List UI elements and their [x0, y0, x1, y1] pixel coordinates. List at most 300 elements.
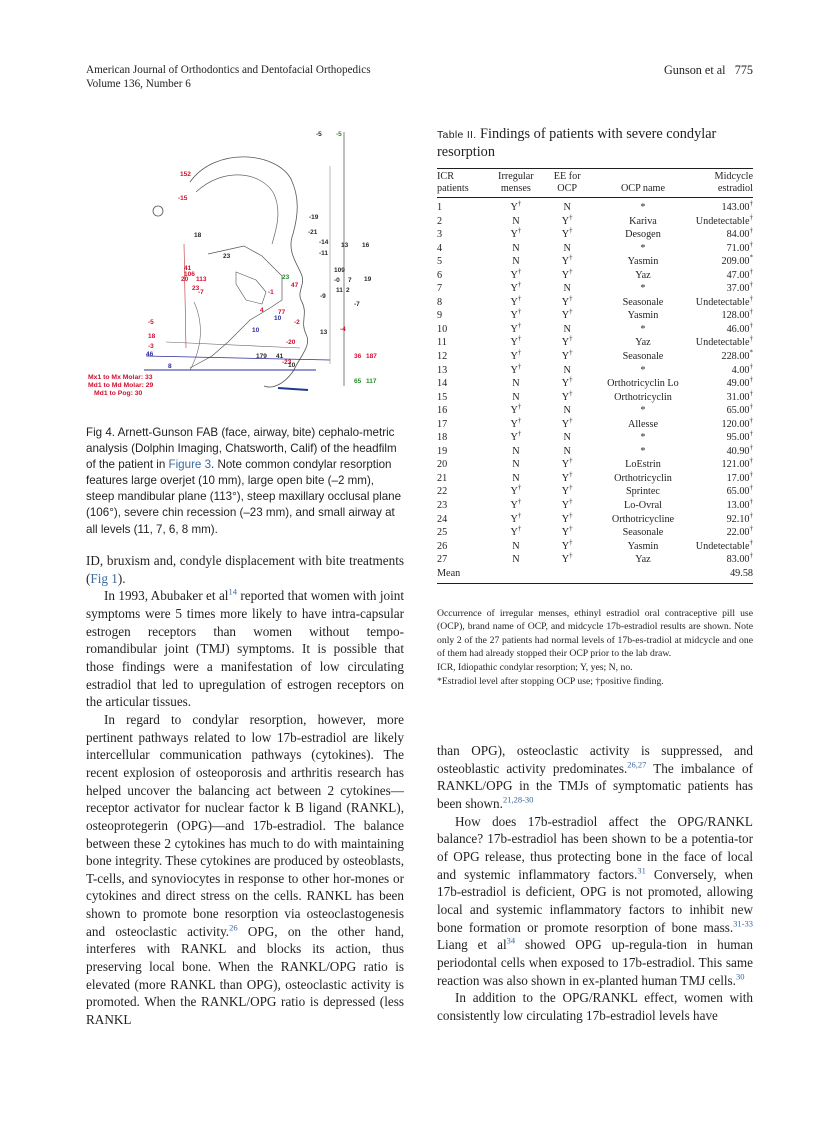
teeth-outline	[236, 272, 266, 304]
measure-label: 23	[192, 285, 200, 292]
mean-label: Mean	[437, 567, 696, 584]
cell-patient: 27	[437, 554, 448, 566]
table-row	[437, 472, 753, 486]
footnote-marker: †	[517, 484, 522, 493]
cell-ee-ocp: N	[563, 405, 571, 417]
footnote-marker: †	[569, 267, 573, 276]
cell-estradiol: Undetectable†	[695, 538, 753, 552]
cell-ocp-name: Yasmin	[627, 256, 659, 268]
footnote-marker: †	[517, 335, 522, 344]
cell-irregular-menses: Y†	[510, 497, 522, 512]
footnote-marker: †	[517, 497, 522, 506]
measure-label: -19	[309, 214, 319, 221]
ramus-outline	[190, 302, 200, 370]
airway-marker	[278, 388, 308, 390]
measure-label: 41	[276, 353, 284, 360]
table-row	[437, 242, 753, 256]
footnote-marker: †	[517, 321, 522, 330]
table-mean-row	[437, 567, 753, 584]
col-header-irregular-menses: Irregular menses	[488, 169, 544, 198]
footnote-marker: †	[517, 524, 522, 533]
cell-estradiol: 128.00†	[721, 307, 753, 322]
cell-irregular-menses: Y†	[510, 199, 522, 213]
cell-estradiol: 22.00†	[726, 524, 753, 539]
footnote-marker: †	[517, 429, 522, 438]
caption-text: Arnett-Gunson FAB (face, airway, bite) cephalo-metric analysis (Dolphin Imaging, Chatsworth, Calif) of the headfilm of the patient in	[86, 426, 397, 472]
measure-label: 36	[354, 353, 362, 360]
footnote-marker: †	[517, 294, 522, 303]
footnote-marker: †	[569, 389, 573, 398]
running-header-page	[650, 64, 753, 78]
cell-ee-ocp: Y†	[561, 335, 573, 349]
measure-label: -7	[354, 301, 360, 308]
cell-estradiol: 17.00†	[726, 470, 753, 484]
cell-ee-ocp: N	[563, 202, 571, 213]
text-run: ).	[117, 570, 126, 586]
measure-label: -9	[320, 293, 326, 300]
table-row	[437, 485, 753, 499]
paragraph	[437, 742, 753, 813]
measure-label-green: 117	[366, 378, 377, 385]
footnote-marker: †	[569, 375, 573, 384]
footnote-marker: †	[749, 389, 753, 398]
cell-ocp-name: Orthotricyclin Lo	[607, 378, 679, 390]
cell-ee-ocp: Y†	[561, 267, 573, 281]
cephalometric-tracing	[86, 124, 404, 420]
footnote-marker: †	[517, 267, 522, 276]
cell-estradiol: 121.00†	[721, 457, 753, 471]
reference-link[interactable]: 34	[506, 935, 516, 946]
reference-link[interactable]: 26	[229, 922, 238, 933]
reference-link[interactable]: 31-33	[733, 918, 753, 929]
cell-irregular-menses: N	[512, 391, 520, 403]
fig-1-link[interactable]: Fig 1	[90, 570, 118, 586]
text-run: reported that women with joint symptoms were 5 times more likely to have intra-capsular estrogen receptors than women without tempo-romandibular joint (TMJ) symptoms. It is possible that those findings were a manifestation of low circulating estradiol that led to upregulation of estrogen receptors on the articular tissues.	[86, 588, 404, 710]
col-header-icr: ICR patients	[437, 169, 488, 198]
cell-estradiol: 47.00†	[726, 267, 753, 281]
cell-ocp-name: Yasmin	[627, 540, 659, 552]
cell-estradiol: 83.00†	[726, 551, 753, 566]
cell-irregular-menses: Y†	[510, 335, 522, 349]
cell-irregular-menses: N	[512, 554, 520, 566]
cell-ocp-name: Yaz	[635, 337, 651, 349]
text-run: showed OPG up-regula-tion in human periodontal cells when exposed to 17b-estradiol. This same reaction was also shown in ex-planted human TMJ cells.	[437, 937, 753, 988]
cell-estradiol: 4.00†	[731, 362, 753, 376]
cell-estradiol: Undetectable†	[695, 294, 753, 308]
measure-label: -7	[198, 289, 204, 296]
orbit-outline	[196, 175, 278, 244]
measure-label-green: 65	[354, 378, 362, 385]
measure-label: -15	[178, 195, 188, 202]
table-row	[437, 526, 753, 540]
cephalometric-figure	[86, 124, 404, 420]
cell-patient: 10	[437, 323, 448, 335]
footnote-marker: †	[517, 307, 522, 316]
cell-patient: 3	[437, 229, 443, 241]
footnote-marker: †	[569, 484, 573, 493]
cell-patient: 5	[437, 256, 443, 268]
cell-ee-ocp: Y†	[561, 213, 573, 227]
footnote-marker: †	[517, 348, 522, 357]
cell-ocp-name: *	[640, 405, 646, 417]
measure-label: 152	[180, 171, 191, 178]
cell-irregular-menses: Y†	[510, 307, 522, 322]
footnote-marker: †	[749, 280, 753, 289]
footnote-marker: †	[749, 457, 753, 465]
cell-patient: 1	[437, 202, 443, 213]
cell-estradiol: Undetectable†	[695, 335, 753, 349]
cell-estradiol: Undetectable†	[695, 213, 753, 227]
footnote-marker: †	[749, 497, 753, 506]
left-column-text	[86, 552, 404, 1029]
cell-ee-ocp: Y†	[561, 389, 573, 403]
table-row	[437, 391, 753, 405]
cell-patient: 13	[437, 364, 448, 376]
table-row	[437, 499, 753, 513]
figure-legend-line: Md1 to Md Molar: 29	[88, 382, 154, 389]
cell-patient: 9	[437, 310, 443, 322]
measure-label: 2	[346, 287, 350, 294]
cell-patient: 25	[437, 527, 448, 539]
cell-estradiol: 65.00†	[726, 484, 753, 498]
footnote-marker: †	[749, 402, 753, 411]
footnote-marker: †	[749, 470, 753, 479]
measure-label: 187	[366, 353, 377, 360]
cell-irregular-menses: Y†	[510, 348, 522, 363]
footnote-marker: *	[749, 348, 753, 357]
soft-tissue-profile	[190, 157, 308, 387]
footnote-marker: †	[749, 321, 753, 330]
table-footnotes	[437, 607, 753, 690]
footnote-marker: †	[569, 335, 573, 344]
text-run: In addition to the OPG/RANKL effect, women with consistently low circulating 17b-estradiol levels have	[437, 990, 753, 1023]
table-row	[437, 336, 753, 350]
table-row	[437, 404, 753, 418]
measure-label: -20	[286, 339, 296, 346]
cell-ee-ocp: Y†	[561, 416, 573, 430]
footnote-marker: †	[749, 307, 753, 316]
cell-estradiol: 37.00†	[726, 280, 753, 295]
cell-patient: 16	[437, 405, 448, 417]
measure-label-blue: 8	[168, 363, 172, 370]
footnote-marker: †	[569, 307, 573, 316]
table-row	[437, 228, 753, 242]
measure-label-green: 23	[282, 274, 290, 281]
footnote-marker: †	[749, 511, 753, 520]
table-row	[437, 350, 753, 364]
measure-label: -21	[308, 229, 318, 236]
measure-label: 77	[278, 309, 286, 316]
cell-ocp-name: *	[640, 283, 646, 295]
footnote-marker: †	[749, 524, 753, 533]
cell-irregular-menses: Y†	[510, 524, 522, 539]
table-header-row	[437, 169, 753, 198]
table-row	[437, 377, 753, 391]
cell-patient: 4	[437, 242, 443, 254]
cell-ocp-name: *	[640, 432, 646, 444]
table-row	[437, 431, 753, 445]
cell-ee-ocp: Y†	[561, 253, 573, 268]
cell-estradiol: 71.00†	[726, 240, 753, 254]
table-footnote: ICR, Idiopathic condylar resorption; Y, yes; N, no.	[437, 662, 633, 674]
cell-patient: 6	[437, 269, 443, 281]
table-row	[437, 198, 753, 215]
cell-estradiol: 95.00†	[726, 429, 753, 444]
measure-label: 4	[260, 307, 264, 314]
paragraph	[437, 989, 753, 1024]
footnote-marker: †	[749, 267, 753, 276]
reference-link[interactable]: 14	[228, 586, 237, 597]
cell-estradiol: 84.00†	[726, 226, 753, 241]
footnote-marker: †	[569, 511, 573, 520]
cell-irregular-menses: N	[512, 445, 520, 457]
paragraph	[86, 587, 404, 711]
cell-irregular-menses: Y†	[510, 484, 522, 498]
measure-label-blue: 10	[274, 315, 282, 322]
measure-label: 41	[184, 265, 192, 272]
ear-rod-circle	[153, 206, 163, 216]
text-run: In regard to condylar resorption, however, more pertinent pathways related to low 17b-estradiol are likely intercellular communication pathways (cytokines). The recent explosion of osteoporosis and arthritis research has helped uncover the balancing act between 2 cytokines—receptor activator for nuclear factor k B ligand (RANKL), osteoprotegerin (OPG)—and 17b-estradiol. The balance between these 2 cytokines has much to do with maintaining bone integrity. These cytokines are produced by osteoblasts, T-cells, and synoviocytes in response to other hor-mones or cytokines and direct stress on the cells. RANKL has been shown to promote bone resorption via osteoclastogenesis and osteoclastic activity.	[86, 711, 404, 939]
footnote-marker: †	[569, 253, 573, 262]
footnote-marker: †	[749, 226, 753, 235]
cell-ocp-name: *	[640, 242, 646, 254]
cell-irregular-menses: Y†	[510, 429, 522, 444]
cell-ee-ocp: Y†	[561, 307, 573, 322]
cell-patient: 18	[437, 432, 448, 444]
cell-ocp-name: Allesse	[627, 418, 658, 430]
cell-ocp-name: LoEstrin	[625, 459, 661, 471]
cell-estradiol: 31.00†	[726, 389, 753, 403]
footnote-marker: †	[569, 457, 573, 465]
cell-ee-ocp: N	[563, 432, 571, 444]
cell-ocp-name: Orthotricyclin	[614, 391, 672, 403]
measure-label: -23	[282, 359, 292, 366]
footnote-marker: †	[749, 335, 753, 344]
cell-patient: 21	[437, 472, 448, 484]
reference-link[interactable]: 30	[735, 971, 745, 982]
measure-label: 18	[148, 333, 156, 340]
measure-label-blue: 10	[252, 327, 260, 334]
measure-label: -14	[319, 239, 329, 246]
table-row	[437, 296, 753, 310]
cell-patient: 19	[437, 445, 448, 457]
measure-label: 10	[288, 362, 296, 369]
cell-ee-ocp: Y†	[561, 538, 573, 552]
footnote-marker: †	[749, 362, 753, 371]
measure-label: -5	[148, 319, 154, 326]
table-footnote: *Estradiol level after stopping OCP use; †positive finding.	[437, 676, 664, 688]
text-run: Liang et al	[437, 937, 507, 953]
cell-estradiol: 120.00†	[721, 416, 753, 430]
cell-patient: 26	[437, 540, 448, 552]
footnote-marker: †	[569, 470, 573, 479]
footnote-marker: †	[569, 348, 573, 357]
cell-irregular-menses: N	[512, 242, 520, 254]
table-row	[437, 540, 753, 554]
cell-estradiol: 92.10†	[726, 511, 753, 525]
cell-estradiol: 209.00*	[721, 253, 753, 268]
cell-ee-ocp: N	[563, 242, 571, 254]
cell-ocp-name: Yasmin	[627, 310, 659, 322]
cell-ocp-name: Sprintec	[625, 486, 660, 498]
measure-label: 109	[334, 267, 345, 274]
cell-patient: 24	[437, 513, 448, 525]
cell-patient: 7	[437, 283, 443, 295]
table-row	[437, 269, 753, 283]
caption-text-end: . Note common condylar resorption features large overjet (10 mm), large open bite (–2 mm), steep mandibular plane (113°), steep maxillary occlusal plane (106°), severe chin recession (–23 mm), and small airway at all levels (11, 7, 6, 8 mm).	[86, 458, 402, 536]
figure-3-link[interactable]: Figure 3	[168, 458, 212, 472]
findings-table	[437, 168, 753, 584]
cell-ee-ocp: N	[563, 445, 571, 457]
cell-irregular-menses: Y†	[510, 511, 522, 525]
running-head-authors: Gunson et al	[663, 63, 726, 77]
footnote-marker: †	[569, 551, 573, 560]
measure-label-green: -5	[336, 131, 342, 138]
journal-volume: Volume 136, Number 6	[86, 77, 191, 90]
footnote-marker: †	[749, 416, 753, 425]
cell-ee-ocp: Y†	[561, 375, 573, 390]
footnote-marker: †	[749, 443, 753, 452]
paragraph	[86, 711, 404, 1029]
mean-value: 49.58	[696, 567, 753, 584]
text-run: than OPG), osteoclastic activity is suppressed, and osteoblastic activity predominates.	[437, 743, 753, 776]
table-row	[437, 458, 753, 472]
horizontal-reference-line	[146, 356, 330, 360]
cell-ee-ocp: N	[563, 283, 571, 295]
cell-ocp-name: Lo-Ovral	[624, 500, 662, 512]
footnote-marker: †	[517, 280, 522, 289]
footnote-marker: †	[749, 538, 753, 547]
measure-label: 179	[256, 353, 267, 360]
cell-ocp-name: Seasonale	[622, 351, 664, 363]
table-row	[437, 445, 753, 459]
reference-link[interactable]: 26,27	[627, 759, 647, 770]
measure-label: 18	[194, 232, 202, 239]
footnote-marker: †	[569, 294, 573, 303]
measure-label: 47	[291, 282, 299, 289]
footnote-marker: †	[749, 375, 753, 384]
cell-ee-ocp: Y†	[561, 294, 573, 308]
footnote-marker: *	[749, 253, 753, 262]
cell-ocp-name: Yaz	[635, 554, 651, 566]
cell-irregular-menses: N	[512, 540, 520, 552]
cell-irregular-menses: N	[512, 472, 520, 484]
cell-patient: 17	[437, 418, 448, 430]
cell-irregular-menses: N	[512, 459, 520, 471]
table-row	[437, 215, 753, 229]
text-run: OPG, on the other hand, interferes with RANKL and blocks its action, thus preserving local bone. When the RANKL/OPG ratio is elevated (more RANKL than OPG), osteoclastic activity is promoted. When the RANKL/OPG ratio is depressed (less RANKL	[86, 923, 404, 1028]
measure-label: -0	[334, 277, 340, 284]
cell-patient: 8	[437, 296, 443, 308]
measure-label: 19	[364, 276, 372, 283]
measure-label: 16	[362, 242, 370, 249]
cell-irregular-menses: N	[512, 215, 520, 227]
cell-ee-ocp: Y†	[561, 497, 573, 512]
cell-ee-ocp: Y†	[561, 457, 573, 471]
measure-label: -5	[316, 131, 322, 138]
footnote-marker: †	[517, 362, 522, 371]
measure-label: 11	[336, 287, 343, 294]
measure-label: 13	[341, 242, 349, 249]
cell-estradiol: 49.00†	[726, 375, 753, 390]
table-row	[437, 418, 753, 432]
cell-ee-ocp: N	[563, 323, 571, 335]
table-row	[437, 323, 753, 337]
cell-patient: 11	[437, 337, 447, 349]
figure-legend-line: Md1 to Pog: 30	[94, 390, 143, 397]
reference-link[interactable]: 21,28-30	[502, 794, 534, 805]
table-row	[437, 553, 753, 567]
cell-ee-ocp: Y†	[561, 348, 573, 363]
table-label: Table II.	[437, 129, 477, 141]
footnote-marker: †	[569, 213, 573, 222]
cell-ee-ocp: Y†	[561, 551, 573, 566]
running-header-journal	[86, 64, 371, 91]
cell-irregular-menses: Y†	[510, 321, 522, 335]
cell-estradiol: 13.00†	[726, 497, 753, 512]
vertical-measure-line	[184, 244, 186, 348]
table-title	[437, 126, 753, 160]
cell-irregular-menses: Y†	[510, 416, 522, 430]
footnote-marker: †	[569, 538, 573, 547]
cell-irregular-menses: Y†	[510, 226, 522, 241]
measure-label: -2	[294, 319, 300, 326]
cell-irregular-menses: Y†	[510, 267, 522, 281]
maxilla-mandible-outline	[190, 246, 282, 368]
cell-estradiol: 143.00†	[721, 199, 753, 213]
cell-ee-ocp: N	[563, 364, 571, 376]
footnote-marker: †	[749, 240, 753, 249]
cell-patient: 12	[437, 351, 448, 363]
cell-ocp-name: *	[640, 445, 646, 457]
paragraph	[86, 552, 404, 587]
cell-ee-ocp: Y†	[561, 226, 573, 241]
footnote-marker: †	[517, 416, 522, 425]
footnote-marker: †	[749, 429, 753, 438]
measure-label: -1	[268, 289, 274, 296]
footnote-marker: †	[749, 294, 753, 303]
col-header-estradiol: Midcycle estradiol	[696, 169, 753, 198]
cell-ee-ocp: Y†	[561, 511, 573, 525]
cell-ocp-name: Yaz	[635, 269, 651, 281]
footnote-marker: †	[569, 416, 573, 425]
table-title-text: Findings of patients with severe condylar resorption	[437, 126, 717, 160]
cell-ee-ocp: Y†	[561, 470, 573, 484]
footnote-marker: †	[517, 199, 522, 208]
text-run: In 1993, Abubaker et al	[104, 588, 229, 604]
cell-irregular-menses: Y†	[510, 362, 522, 376]
cell-ee-ocp: Y†	[561, 484, 573, 498]
cell-irregular-menses: Y†	[510, 294, 522, 308]
measure-label: -3	[148, 343, 154, 350]
footnote-marker: †	[749, 484, 753, 493]
cell-irregular-menses: Y†	[510, 280, 522, 295]
table-footnote: Occurrence of irregular menses, ethinyl estradiol oral contraceptive pill use (OCP), brand name of OCP, and midcycle 17b-estradiol results are shown. Note only 2 of the 27 patients had normal levels of 17b-es-tradiol at midcycle and one of them had already stopped their OCP prior to the lab draw.	[437, 608, 753, 659]
figure-legend-line: Mx1 to Mx Molar: 33	[88, 374, 153, 381]
cell-estradiol: 228.00*	[721, 348, 753, 363]
footnote-marker: †	[569, 524, 573, 533]
cell-irregular-menses: Y†	[510, 402, 522, 417]
cell-irregular-menses: N	[512, 378, 520, 390]
cell-patient: 20	[437, 459, 448, 471]
text-run: ID, bruxism and, condyle displacement with bite treatments (	[86, 553, 404, 586]
measure-label: 7	[348, 277, 352, 284]
cell-ocp-name: *	[640, 364, 646, 376]
cell-ocp-name: *	[640, 323, 646, 335]
footnote-marker: †	[749, 213, 753, 222]
reference-link[interactable]: 31	[637, 865, 646, 876]
footnote-marker: †	[517, 226, 522, 235]
